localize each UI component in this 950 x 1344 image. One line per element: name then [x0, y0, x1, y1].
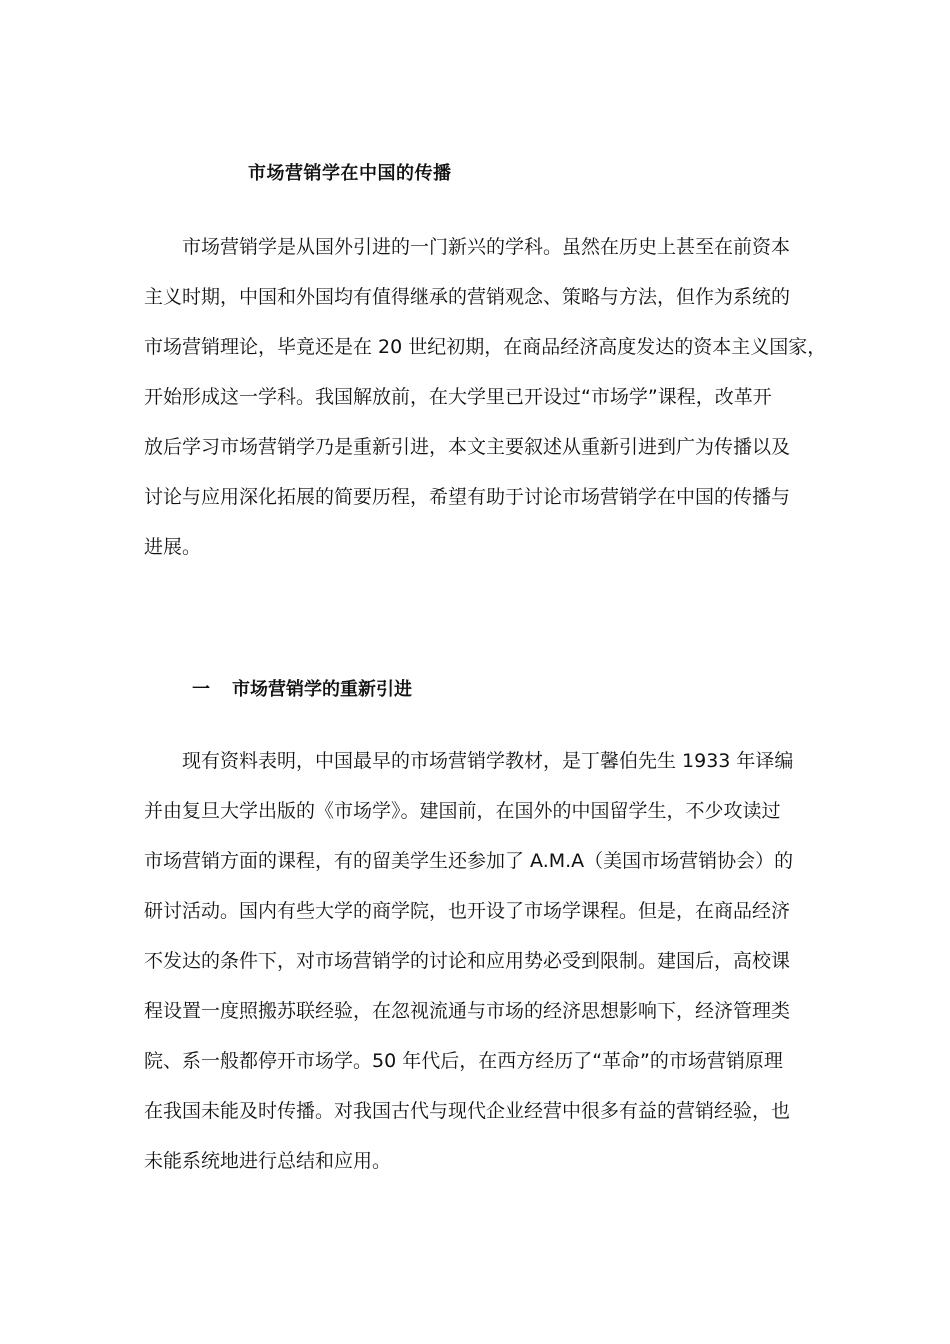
text-line: 不发达的条件下，对市场营销学的讨论和应用势必受到限制。建国后，高校课	[144, 950, 791, 972]
text-line: 并由复旦大学出版的《市场学》。建国前，在国外的中国留学生，不少攻读过	[144, 800, 781, 822]
text-line: 放后学习市场营销学乃是重新引进，本文主要叙述从重新引进到广为传播以及	[144, 436, 791, 458]
text-line: 院、系一般都停开市场学。50 年代后，在西方经历了“革命”的市场营销原理	[144, 1050, 783, 1072]
text-line: 市场营销方面的课程，有的留美学生还参加了 A.M.A（美国市场营销协会）的	[144, 850, 794, 872]
text-line: 进展。	[144, 536, 202, 558]
text-line: 现有资料表明，中国最早的市场营销学教材，是丁馨伯先生 1933 年译编	[182, 750, 794, 772]
section-title: 市场营销学的重新引进	[232, 679, 412, 700]
section-number: 一	[192, 679, 210, 700]
section-heading	[192, 676, 412, 704]
text-line: 主义时期，中国和外国均有值得继承的营销观念、策略与方法，但作为系统的	[144, 286, 791, 308]
text-line: 未能系统地进行总结和应用。	[144, 1150, 392, 1172]
text-line: 市场营销理论，毕竟还是在 20 世纪初期，在商品经济高度发达的资本主义国家，	[144, 336, 827, 358]
text-line: 程设置一度照搬苏联经验，在忽视流通与市场的经济思想影响下，经济管理类	[144, 1000, 791, 1022]
text-line: 研讨活动。国内有些大学的商学院，也开设了市场学课程。但是，在商品经济	[144, 900, 791, 922]
text-line: 市场营销学是从国外引进的一门新兴的学科。虽然在历史上甚至在前资本	[182, 236, 791, 258]
document-title: 市场营销学在中国的传播	[248, 163, 452, 184]
text-line: 开始形成这一学科。我国解放前，在大学里已开设过“市场学”课程，改革开	[144, 386, 772, 408]
text-line: 讨论与应用深化拓展的简要历程，希望有助于讨论市场营销学在中国的传播与	[144, 486, 791, 508]
text-line: 在我国未能及时传播。对我国古代与现代企业经营中很多有益的营销经验，也	[144, 1100, 791, 1122]
